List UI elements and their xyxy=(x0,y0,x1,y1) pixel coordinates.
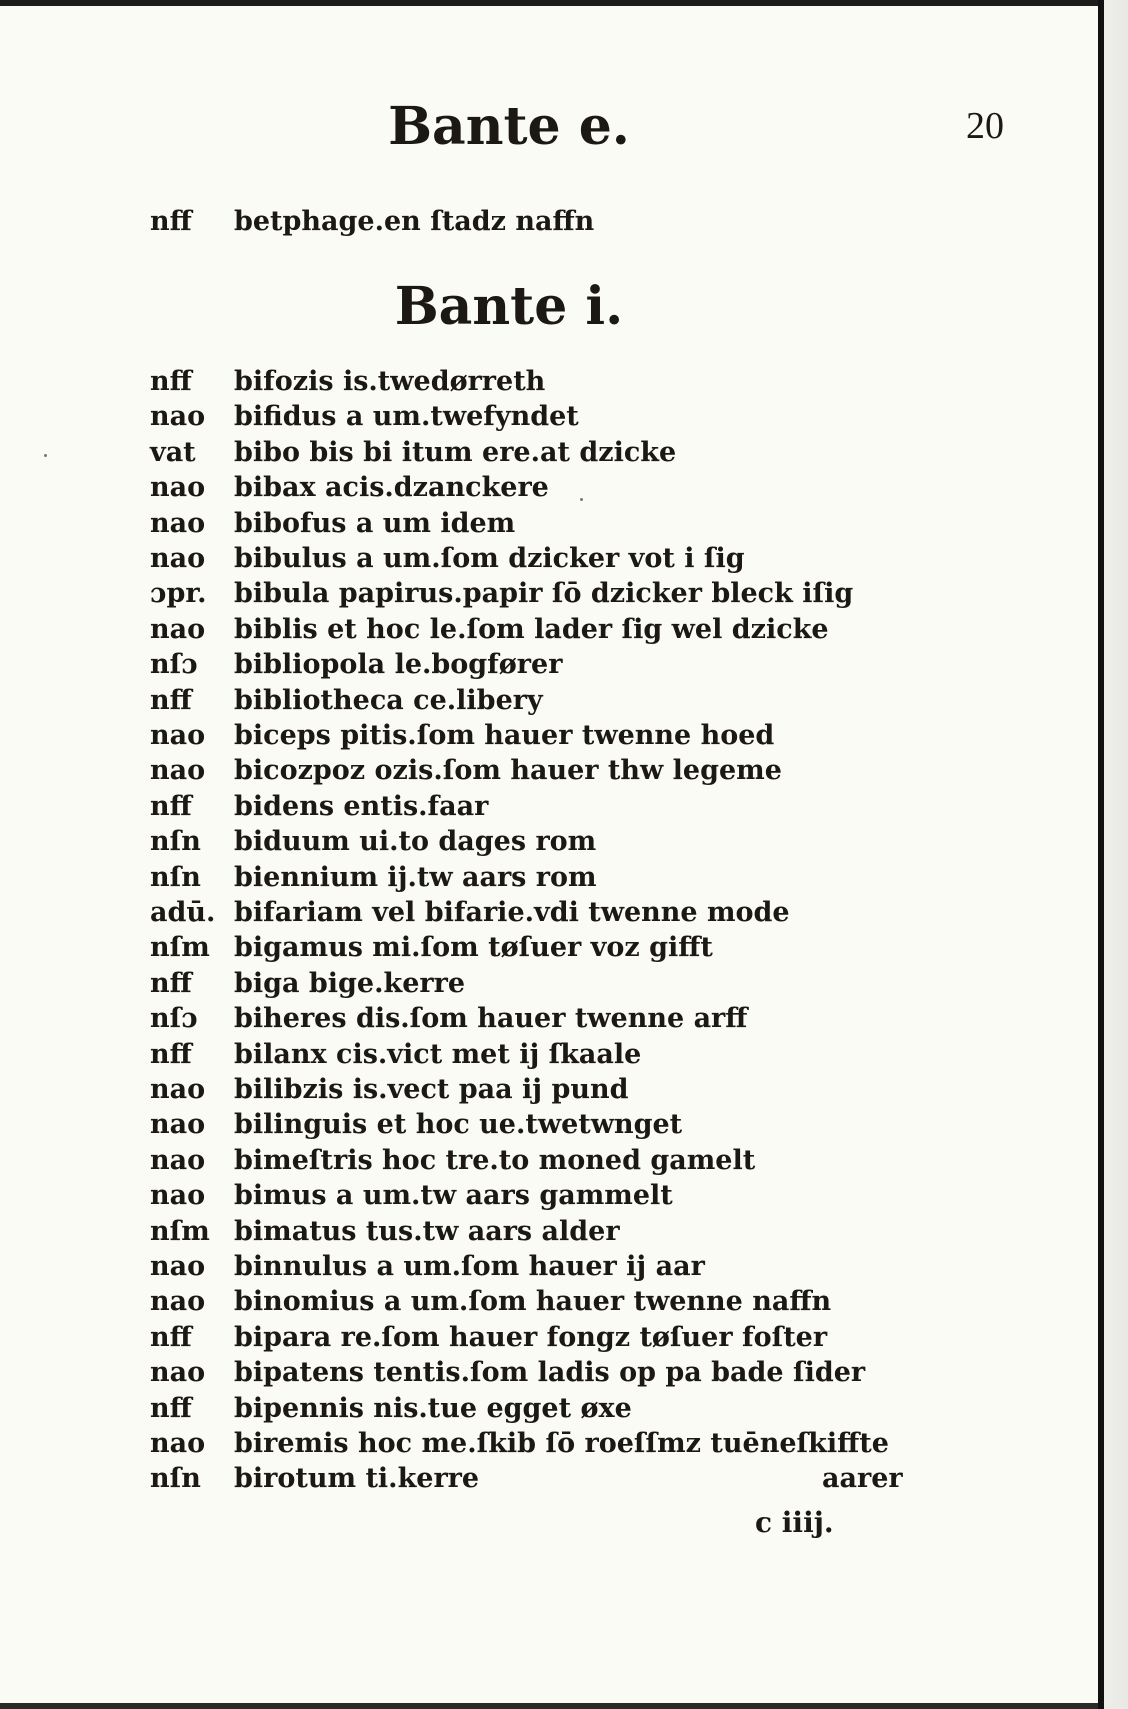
entry-grammar-code: nſm xyxy=(150,932,210,964)
entry-text: biceps pitis.ſom hauer twenne hoed xyxy=(234,720,775,751)
entry-text: bibax acis.dzanckere xyxy=(234,472,549,504)
entry-text: biheres dis.ſom hauer twenne arff xyxy=(234,1003,748,1035)
entry-text: bibo bis bi itum ere.at dzicke xyxy=(234,436,677,468)
entry-grammar-code: nſn xyxy=(150,861,201,893)
entry-grammar-code: nſɔ xyxy=(150,1003,198,1035)
entry-text: betphage.en ſtadz naffn xyxy=(234,206,595,237)
entry-grammar-code: adū. xyxy=(150,897,216,928)
entry-grammar-code: nao xyxy=(150,507,206,539)
paper-speck xyxy=(580,498,583,501)
entry-grammar-code: nff xyxy=(150,206,192,237)
entry-grammar-code: nao xyxy=(150,1251,206,1282)
entry-grammar-code: nao xyxy=(150,401,206,433)
entry-grammar-code: nao xyxy=(150,1357,206,1389)
entry-text: bicozpoz ozis.ſom hauer thw legeme xyxy=(234,755,782,787)
entry-grammar-code: nff xyxy=(150,1321,192,1353)
entry-text: bilinguis et hoc ue.twetwnget xyxy=(234,1109,683,1141)
entry-text: bilanx cis.vict met ij ſkaale xyxy=(234,1038,642,1070)
entry-text: bipennis nis.tue egget øxe xyxy=(234,1392,632,1424)
entry-grammar-code: nao xyxy=(150,613,206,645)
entry-grammar-code: nff xyxy=(150,684,192,716)
entry-grammar-code: nao xyxy=(150,543,206,574)
entry-text: binnulus a um.ſom hauer ij aar xyxy=(234,1251,705,1282)
entry-text: bibliopola le.bogfører xyxy=(234,649,563,681)
entry-grammar-code: nao xyxy=(150,1428,206,1459)
entry-text: bifidus a um.twefyndet xyxy=(234,401,579,433)
paper-speck xyxy=(44,454,47,457)
running-head-i: Bante i. xyxy=(394,276,624,337)
entry-text: birotum ti.kerre xyxy=(234,1463,480,1495)
catchword: aarer xyxy=(822,1463,903,1495)
entry-text: bifariam vel bifarie.vdi twenne mode xyxy=(234,897,790,928)
entry-grammar-code: nſm xyxy=(150,1215,210,1247)
book-page xyxy=(0,6,1098,1703)
entry-grammar-code: nao xyxy=(150,1144,206,1176)
entry-grammar-code: nff xyxy=(150,366,192,397)
entry-grammar-code: nff xyxy=(150,1392,192,1424)
entry-text: bilibzis is.vect paa ij pund xyxy=(234,1074,629,1105)
entry-grammar-code: vat xyxy=(150,436,196,468)
entry-text: biduum ui.to dages rom xyxy=(234,826,597,858)
entry-grammar-code: nao xyxy=(150,1286,206,1318)
entry-text: bimatus tus.tw aars alder xyxy=(234,1215,620,1247)
entry-grammar-code: nao xyxy=(150,720,206,751)
page-number: 20 xyxy=(966,105,1004,147)
entry-text: bipara re.ſom hauer fongz tøſuer foſter xyxy=(234,1321,828,1353)
entry-text: bibulus a um.ſom dzicker vot i ſig xyxy=(234,543,745,574)
entry-text: bidens entis.faar xyxy=(234,790,489,822)
entry-text: bipatens tentis.ſom ladis op pa bade ſider xyxy=(234,1357,866,1389)
entry-grammar-code: nao xyxy=(150,472,206,504)
entry-text: bibliotheca ce.libery xyxy=(234,684,543,716)
running-head-e: Bante e. xyxy=(388,96,630,157)
entry-text: bibula papirus.papir ſō dzicker bleck iſig xyxy=(234,578,854,610)
entry-grammar-code: nao xyxy=(150,755,206,787)
entry-grammar-code: nao xyxy=(150,1180,206,1212)
entry-text: biga bige.kerre xyxy=(234,967,466,999)
entry-text: biremis hoc me.ſkib ſō roeſſmz tuēneſkiffte xyxy=(234,1428,889,1459)
entry-grammar-code: nao xyxy=(150,1074,206,1105)
entry-text: bigamus mi.ſom tøſuer voz gifft xyxy=(234,932,713,964)
entry-text: bibofus a um idem xyxy=(234,507,516,539)
entry-grammar-code: nff xyxy=(150,967,192,999)
entry-grammar-code: ɔpr. xyxy=(150,578,207,610)
entry-text: binomius a um.ſom hauer twenne naffn xyxy=(234,1286,832,1318)
signature-mark: c iiij. xyxy=(755,1506,834,1539)
entry-text: bifozis is.twedørreth xyxy=(234,366,546,397)
entry-grammar-code: nff xyxy=(150,790,192,822)
entry-grammar-code: nao xyxy=(150,1109,206,1141)
scan-right-border xyxy=(1098,0,1128,1709)
entry-grammar-code: nſn xyxy=(150,826,201,858)
entry-text: bimeſtris hoc tre.to moned gamelt xyxy=(234,1144,756,1176)
entry-grammar-code: nſɔ xyxy=(150,649,198,681)
entry-text: bimus a um.tw aars gammelt xyxy=(234,1180,673,1212)
entry-grammar-code: nff xyxy=(150,1038,192,1070)
entry-text: biblis et hoc le.ſom lader ſig wel dzicke xyxy=(234,613,829,645)
entry-grammar-code: nſn xyxy=(150,1463,201,1495)
entry-text: biennium ij.tw aars rom xyxy=(234,861,597,893)
